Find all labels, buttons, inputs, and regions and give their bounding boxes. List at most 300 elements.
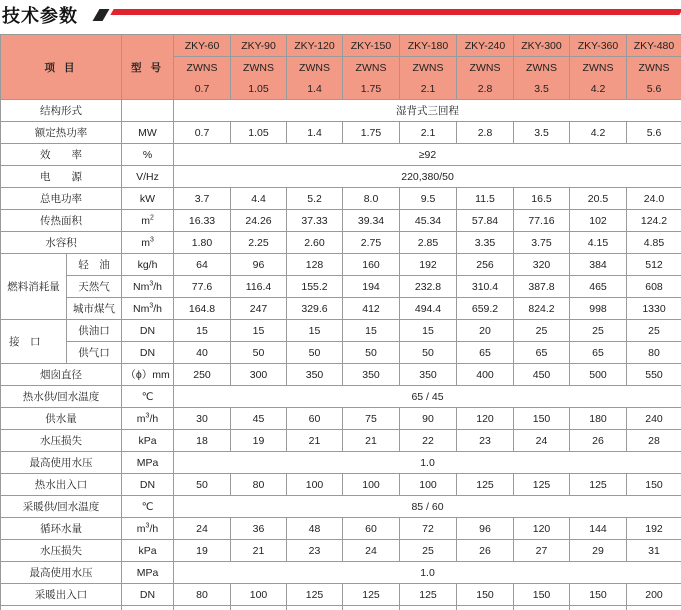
sub-label: 天然气 xyxy=(67,276,122,298)
unit-tail: /h xyxy=(153,303,162,315)
page-title: 技术参数 xyxy=(2,2,78,28)
value-cell: 9.5 xyxy=(400,188,457,210)
table-row xyxy=(1,254,681,276)
value-cell: 824.2 xyxy=(514,298,570,320)
value-cell: 3.75 xyxy=(514,232,570,254)
value-cell: 150 xyxy=(627,474,681,496)
model-zky: ZKY-180 xyxy=(400,35,457,57)
value-cell: 16.5 xyxy=(514,188,570,210)
model-zwns: ZWNS xyxy=(343,57,400,79)
model-zwns: ZWNS xyxy=(457,57,514,79)
table-row xyxy=(1,188,681,210)
value-cell: 608 xyxy=(627,276,681,298)
value-cell: 3.35 xyxy=(457,232,514,254)
value-cell: 247 xyxy=(231,298,287,320)
unit-cell xyxy=(122,298,174,320)
value-cell: 21 xyxy=(287,430,343,452)
value-cell: 45 xyxy=(231,408,287,430)
value-cell: 256 xyxy=(457,254,514,276)
table-row xyxy=(1,562,681,584)
value-cell: 192 xyxy=(400,254,457,276)
value-cell: 25 xyxy=(627,320,681,342)
unit-cell xyxy=(122,408,174,430)
table-row xyxy=(1,584,681,606)
value-cell: 320 xyxy=(514,254,570,276)
unit-cell xyxy=(122,320,174,342)
row-label: 采暖供/回水温度 xyxy=(1,496,122,518)
value-cell: 8.0 xyxy=(343,188,400,210)
value-cell: 350 xyxy=(400,364,457,386)
span-value: 1.0 xyxy=(174,452,681,474)
cut-cell xyxy=(122,606,174,610)
row-label: 循环水量 xyxy=(1,518,122,540)
value-cell: 2.25 xyxy=(231,232,287,254)
value-cell: 200 xyxy=(627,584,681,606)
value-cell: 100 xyxy=(343,474,400,496)
title-stripe xyxy=(93,9,110,21)
title-red-line xyxy=(110,9,681,15)
value-cell: 125 xyxy=(287,584,343,606)
value-cell: 465 xyxy=(570,276,627,298)
unit-cell xyxy=(122,452,174,474)
value-cell: 450 xyxy=(514,364,570,386)
value-cell: 77.16 xyxy=(514,210,570,232)
unit-cell xyxy=(122,496,174,518)
value-cell: 125 xyxy=(343,584,400,606)
row-label: 总电功率 xyxy=(1,188,122,210)
row-label: 结构形式 xyxy=(1,100,122,122)
cut-cell xyxy=(174,606,231,610)
value-cell: 4.85 xyxy=(627,232,681,254)
value-cell: 194 xyxy=(343,276,400,298)
value-cell: 80 xyxy=(231,474,287,496)
model-zwns: ZWNS xyxy=(514,57,570,79)
model-zwns: ZWNS xyxy=(287,57,343,79)
value-cell: 2.8 xyxy=(457,122,514,144)
header-item: 项 目 xyxy=(1,35,122,100)
model-zky: ZKY-300 xyxy=(514,35,570,57)
model-num: 0.7 xyxy=(174,78,231,100)
value-cell: 1.4 xyxy=(287,122,343,144)
model-num: 1.75 xyxy=(343,78,400,100)
unit-text: （ϕ）mm xyxy=(125,369,169,381)
value-cell: 192 xyxy=(627,518,681,540)
row-label: 采暖出入口 xyxy=(1,584,122,606)
value-cell: 4.2 xyxy=(570,122,627,144)
sub-label: 城市煤气 xyxy=(67,298,122,320)
value-cell: 22 xyxy=(400,430,457,452)
value-cell: 250 xyxy=(174,364,231,386)
row-label: 最高使用水压 xyxy=(1,452,122,474)
model-zwns: ZWNS xyxy=(174,57,231,79)
value-cell: 24 xyxy=(514,430,570,452)
value-cell: 150 xyxy=(514,584,570,606)
table-row xyxy=(1,100,681,122)
value-cell: 72 xyxy=(400,518,457,540)
value-cell: 180 xyxy=(570,408,627,430)
table-row xyxy=(1,166,681,188)
unit-cell xyxy=(122,562,174,584)
row-label: 最高使用水压 xyxy=(1,562,122,584)
unit-text: kg/h xyxy=(138,259,158,271)
value-cell: 150 xyxy=(457,584,514,606)
unit-cell xyxy=(122,276,174,298)
value-cell: 39.34 xyxy=(343,210,400,232)
unit-cell xyxy=(122,232,174,254)
row-label: 效 率 xyxy=(1,144,122,166)
group-label-fuel: 燃料消耗量 xyxy=(1,254,67,320)
value-cell: 48 xyxy=(287,518,343,540)
value-cell: 100 xyxy=(231,584,287,606)
model-zky: ZKY-240 xyxy=(457,35,514,57)
value-cell: 155.2 xyxy=(287,276,343,298)
value-cell: 50 xyxy=(400,342,457,364)
row-label: 水容积 xyxy=(1,232,122,254)
value-cell: 2.60 xyxy=(287,232,343,254)
table-row xyxy=(1,540,681,562)
value-cell: 4.15 xyxy=(570,232,627,254)
cut-cell xyxy=(457,606,514,610)
model-zky: ZKY-480 xyxy=(627,35,681,57)
value-cell: 65 xyxy=(514,342,570,364)
value-cell: 125 xyxy=(400,584,457,606)
value-cell: 659.2 xyxy=(457,298,514,320)
table-row xyxy=(1,122,681,144)
unit-text: Nm xyxy=(133,281,149,293)
table-row xyxy=(1,320,681,342)
value-cell: 30 xyxy=(174,408,231,430)
unit-text: kW xyxy=(140,193,155,205)
value-cell: 400 xyxy=(457,364,514,386)
unit-text: Nm xyxy=(133,303,149,315)
value-cell: 21 xyxy=(231,540,287,562)
value-cell: 20 xyxy=(457,320,514,342)
value-cell: 96 xyxy=(231,254,287,276)
value-cell: 50 xyxy=(231,342,287,364)
value-cell: 64 xyxy=(174,254,231,276)
unit-cell xyxy=(122,430,174,452)
table-row xyxy=(1,430,681,452)
unit-text: % xyxy=(143,149,152,161)
unit-cell xyxy=(122,584,174,606)
value-cell: 23 xyxy=(457,430,514,452)
unit-text: m xyxy=(141,237,150,249)
unit-cell xyxy=(122,540,174,562)
table-row xyxy=(1,474,681,496)
value-cell: 57.84 xyxy=(457,210,514,232)
value-cell: 24.26 xyxy=(231,210,287,232)
value-cell: 26 xyxy=(457,540,514,562)
value-cell: 300 xyxy=(231,364,287,386)
unit-superscript: 2 xyxy=(150,214,154,221)
sub-label: 供气口 xyxy=(67,342,122,364)
value-cell: 494.4 xyxy=(400,298,457,320)
value-cell: 80 xyxy=(627,342,681,364)
unit-superscript: 3 xyxy=(146,412,150,419)
span-value: 1.0 xyxy=(174,562,681,584)
model-zky: ZKY-360 xyxy=(570,35,627,57)
model-num: 1.4 xyxy=(287,78,343,100)
cut-cell xyxy=(514,606,570,610)
value-cell: 100 xyxy=(400,474,457,496)
value-cell: 5.2 xyxy=(287,188,343,210)
spec-table xyxy=(0,34,681,610)
title-bar xyxy=(0,0,681,30)
unit-text: DN xyxy=(140,479,155,491)
sub-label: 轻 油 xyxy=(67,254,122,276)
cut-cell xyxy=(287,606,343,610)
value-cell: 120 xyxy=(457,408,514,430)
model-num: 5.6 xyxy=(627,78,681,100)
cut-cell xyxy=(231,606,287,610)
value-cell: 25 xyxy=(514,320,570,342)
value-cell: 384 xyxy=(570,254,627,276)
unit-text: DN xyxy=(140,589,155,601)
table-row xyxy=(1,276,681,298)
value-cell: 120 xyxy=(514,518,570,540)
unit-text: m xyxy=(137,523,146,535)
unit-cell xyxy=(122,188,174,210)
value-cell: 0.7 xyxy=(174,122,231,144)
row-label: 供水量 xyxy=(1,408,122,430)
table-row xyxy=(1,452,681,474)
table-row xyxy=(1,386,681,408)
value-cell: 37.33 xyxy=(287,210,343,232)
value-cell: 31 xyxy=(627,540,681,562)
value-cell: 125 xyxy=(570,474,627,496)
span-value: ≥92 xyxy=(174,144,681,166)
table-row xyxy=(1,342,681,364)
row-label: 热水出入口 xyxy=(1,474,122,496)
value-cell: 15 xyxy=(287,320,343,342)
value-cell: 550 xyxy=(627,364,681,386)
value-cell: 3.5 xyxy=(514,122,570,144)
unit-cell xyxy=(122,122,174,144)
unit-cell xyxy=(122,166,174,188)
value-cell: 45.34 xyxy=(400,210,457,232)
model-num: 4.2 xyxy=(570,78,627,100)
value-cell: 80 xyxy=(174,584,231,606)
model-zwns: ZWNS xyxy=(231,57,287,79)
value-cell: 387.8 xyxy=(514,276,570,298)
table-row xyxy=(1,298,681,320)
value-cell: 26 xyxy=(570,430,627,452)
unit-superscript: 3 xyxy=(146,522,150,529)
value-cell: 160 xyxy=(343,254,400,276)
model-num: 1.05 xyxy=(231,78,287,100)
unit-cell xyxy=(122,144,174,166)
model-num: 2.8 xyxy=(457,78,514,100)
value-cell: 2.85 xyxy=(400,232,457,254)
unit-text: MPa xyxy=(137,567,159,579)
value-cell: 1330 xyxy=(627,298,681,320)
table-row xyxy=(1,364,681,386)
row-label: 水压损失 xyxy=(1,430,122,452)
value-cell: 150 xyxy=(514,408,570,430)
value-cell: 240 xyxy=(627,408,681,430)
unit-text: kPa xyxy=(138,545,156,557)
value-cell: 18 xyxy=(174,430,231,452)
value-cell: 23 xyxy=(287,540,343,562)
span-value: 65 / 45 xyxy=(174,386,681,408)
value-cell: 50 xyxy=(287,342,343,364)
value-cell: 24.0 xyxy=(627,188,681,210)
value-cell: 29 xyxy=(570,540,627,562)
unit-text: kPa xyxy=(138,435,156,447)
cut-cell xyxy=(1,606,122,610)
value-cell: 60 xyxy=(287,408,343,430)
value-cell: 19 xyxy=(174,540,231,562)
value-cell: 20.5 xyxy=(570,188,627,210)
unit-cell xyxy=(122,474,174,496)
span-value: 湿背式三回程 xyxy=(174,100,681,122)
value-cell: 128 xyxy=(287,254,343,276)
span-value: 85 / 60 xyxy=(174,496,681,518)
value-cell: 412 xyxy=(343,298,400,320)
header-model: 型 号 xyxy=(122,35,174,100)
value-cell: 1.75 xyxy=(343,122,400,144)
cut-row xyxy=(1,606,681,610)
value-cell: 124.2 xyxy=(627,210,681,232)
unit-text: ℃ xyxy=(142,391,154,403)
unit-text: ℃ xyxy=(142,501,154,513)
value-cell: 310.4 xyxy=(457,276,514,298)
value-cell: 3.7 xyxy=(174,188,231,210)
table-row xyxy=(1,144,681,166)
value-cell: 15 xyxy=(343,320,400,342)
unit-cell xyxy=(122,386,174,408)
value-cell: 28 xyxy=(627,430,681,452)
value-cell: 75 xyxy=(343,408,400,430)
model-zwns: ZWNS xyxy=(570,57,627,79)
model-zky: ZKY-90 xyxy=(231,35,287,57)
unit-cell xyxy=(122,342,174,364)
value-cell: 144 xyxy=(570,518,627,540)
unit-text: m xyxy=(137,413,146,425)
unit-cell xyxy=(122,210,174,232)
value-cell: 2.75 xyxy=(343,232,400,254)
model-zky: ZKY-60 xyxy=(174,35,231,57)
value-cell: 15 xyxy=(400,320,457,342)
group-label-port: 接 口 xyxy=(1,320,67,364)
value-cell: 21 xyxy=(343,430,400,452)
header-row xyxy=(1,35,681,57)
value-cell: 19 xyxy=(231,430,287,452)
unit-cell xyxy=(122,364,174,386)
span-value: 220,380/50 xyxy=(174,166,681,188)
value-cell: 60 xyxy=(343,518,400,540)
value-cell: 232.8 xyxy=(400,276,457,298)
table-row xyxy=(1,232,681,254)
row-label: 额定热功率 xyxy=(1,122,122,144)
value-cell: 5.6 xyxy=(627,122,681,144)
table-row xyxy=(1,496,681,518)
sub-label: 供油口 xyxy=(67,320,122,342)
value-cell: 25 xyxy=(570,320,627,342)
cut-cell xyxy=(400,606,457,610)
value-cell: 24 xyxy=(174,518,231,540)
value-cell: 150 xyxy=(570,584,627,606)
value-cell: 11.5 xyxy=(457,188,514,210)
value-cell: 65 xyxy=(570,342,627,364)
value-cell: 116.4 xyxy=(231,276,287,298)
unit-superscript: 3 xyxy=(150,236,154,243)
value-cell: 329.6 xyxy=(287,298,343,320)
cut-cell xyxy=(570,606,627,610)
value-cell: 15 xyxy=(231,320,287,342)
table-row xyxy=(1,518,681,540)
model-zky: ZKY-120 xyxy=(287,35,343,57)
unit-text: V/Hz xyxy=(136,171,159,183)
value-cell: 1.80 xyxy=(174,232,231,254)
unit-cell xyxy=(122,518,174,540)
value-cell: 50 xyxy=(174,474,231,496)
unit-tail: /h xyxy=(149,523,158,535)
cut-cell xyxy=(343,606,400,610)
value-cell: 4.4 xyxy=(231,188,287,210)
unit-text: DN xyxy=(140,325,155,337)
unit-cell xyxy=(122,100,174,122)
value-cell: 998 xyxy=(570,298,627,320)
value-cell: 1.05 xyxy=(231,122,287,144)
unit-tail: /h xyxy=(149,413,158,425)
value-cell: 27 xyxy=(514,540,570,562)
row-label: 电 源 xyxy=(1,166,122,188)
value-cell: 125 xyxy=(457,474,514,496)
value-cell: 512 xyxy=(627,254,681,276)
value-cell: 15 xyxy=(174,320,231,342)
value-cell: 100 xyxy=(287,474,343,496)
unit-text: MPa xyxy=(137,457,159,469)
value-cell: 164.8 xyxy=(174,298,231,320)
row-label: 热水供/回水温度 xyxy=(1,386,122,408)
unit-superscript: 3 xyxy=(149,302,153,309)
unit-tail: /h xyxy=(153,281,162,293)
table-row xyxy=(1,210,681,232)
row-label: 水压损失 xyxy=(1,540,122,562)
value-cell: 40 xyxy=(174,342,231,364)
model-zwns: ZWNS xyxy=(627,57,681,79)
value-cell: 16.33 xyxy=(174,210,231,232)
model-num: 3.5 xyxy=(514,78,570,100)
value-cell: 25 xyxy=(400,540,457,562)
model-zwns: ZWNS xyxy=(400,57,457,79)
value-cell: 77.6 xyxy=(174,276,231,298)
row-label: 传热面积 xyxy=(1,210,122,232)
row-label: 烟囱直径 xyxy=(1,364,122,386)
value-cell: 36 xyxy=(231,518,287,540)
value-cell: 125 xyxy=(514,474,570,496)
cut-cell xyxy=(627,606,681,610)
value-cell: 350 xyxy=(287,364,343,386)
unit-superscript: 3 xyxy=(149,280,153,287)
value-cell: 2.1 xyxy=(400,122,457,144)
value-cell: 50 xyxy=(343,342,400,364)
unit-cell xyxy=(122,254,174,276)
unit-text: m xyxy=(141,215,150,227)
value-cell: 350 xyxy=(343,364,400,386)
value-cell: 65 xyxy=(457,342,514,364)
unit-text: MW xyxy=(138,127,157,139)
model-zky: ZKY-150 xyxy=(343,35,400,57)
table-row xyxy=(1,408,681,430)
value-cell: 96 xyxy=(457,518,514,540)
value-cell: 102 xyxy=(570,210,627,232)
model-num: 2.1 xyxy=(400,78,457,100)
unit-text: DN xyxy=(140,347,155,359)
value-cell: 500 xyxy=(570,364,627,386)
value-cell: 90 xyxy=(400,408,457,430)
